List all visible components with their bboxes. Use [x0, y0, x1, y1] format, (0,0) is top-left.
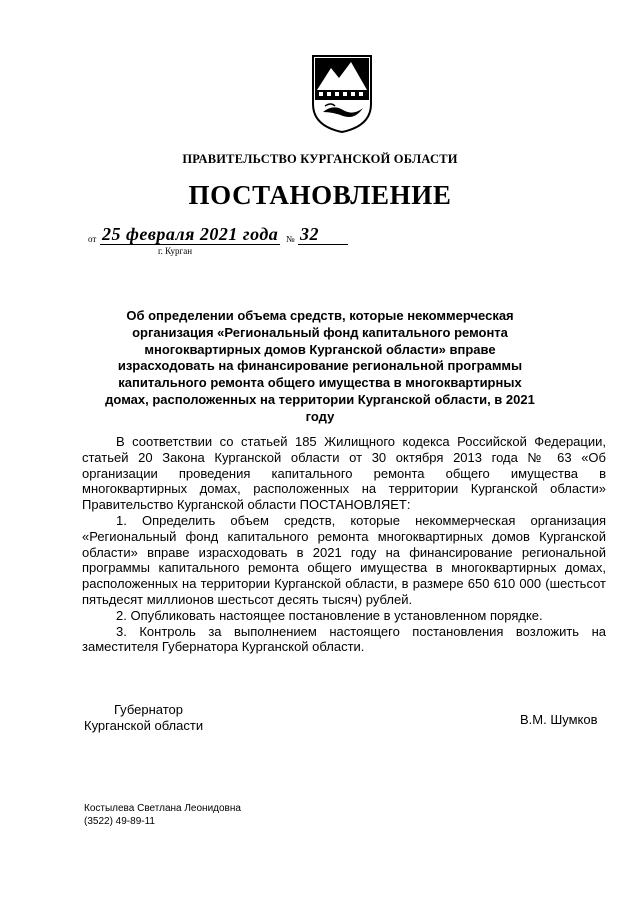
- number-label: №: [286, 234, 295, 244]
- position-line-2: Курганской области: [84, 718, 204, 733]
- signatory-position: [84, 702, 203, 734]
- date-underline: [100, 244, 280, 245]
- item-1: 1. Определить объем средств, которые некоммерческая организация «Региональный фонд капитального ремонта многоквартирных домов Курганской области» вправе израсходовать в 2021 году на финансирование региональной программы капитального ремонта общего имущества в многоквартирных домах, расположенных на территории Курганской области, в размере 650 610 000 (шестьсот пятьдесят миллионов шестьсот десять тысяч) рублей.: [82, 512, 606, 607]
- document-body: [82, 434, 606, 655]
- executor-info: [84, 802, 241, 828]
- document-type: ПОСТАНОВЛЕНИЕ: [188, 180, 452, 210]
- item-3: 3. Контроль за выполнением настоящего постановления возложить на заместителя Губернатора Курганской области.: [82, 623, 606, 655]
- kurgan-coat-of-arms-icon: [311, 54, 373, 134]
- date-prefix: от: [88, 234, 97, 244]
- item-2: 2. Опубликовать настоящее постановление в установленном порядке.: [116, 607, 543, 623]
- city: г. Курган: [158, 246, 193, 256]
- handwritten-number: 32: [300, 224, 319, 244]
- executor-phone: (3522) 49-89-11: [84, 816, 155, 827]
- signatory-name: В.М. Шумков: [520, 712, 598, 727]
- date-number-line: [88, 224, 368, 260]
- preamble: В соответствии со статьей 185 Жилищного кодекса Российской Федерации, статьей 20 Закона Курганской области от 30 октября 2013 года № 63 «Об организации проведения капитального ремонта общего имущества в многоквартирных домах, расположенных на территории Курганской области» Правительство Курганской области ПОСТАНОВЛЯЕТ:: [82, 434, 606, 513]
- position-line-1: Губернатор: [114, 702, 183, 717]
- government-name: ПРАВИТЕЛЬСТВО КУРГАНСКОЙ ОБЛАСТИ: [182, 152, 458, 166]
- handwritten-date: 25 февраля 2021 года: [102, 224, 279, 244]
- document-title: Об определении объема средств, которые некоммерческая организация «Региональный фонд капитального ремонта многоквартирных домов Курганской области» вправе израсходовать на финансирование региональной программы капитального ремонта общего имущества в многоквартирных домах, расположенных на территории Курганской области, в 2021 году: [105, 308, 535, 424]
- executor-name: Костылева Светлана Леонидовна: [84, 803, 241, 814]
- number-underline: [298, 244, 348, 245]
